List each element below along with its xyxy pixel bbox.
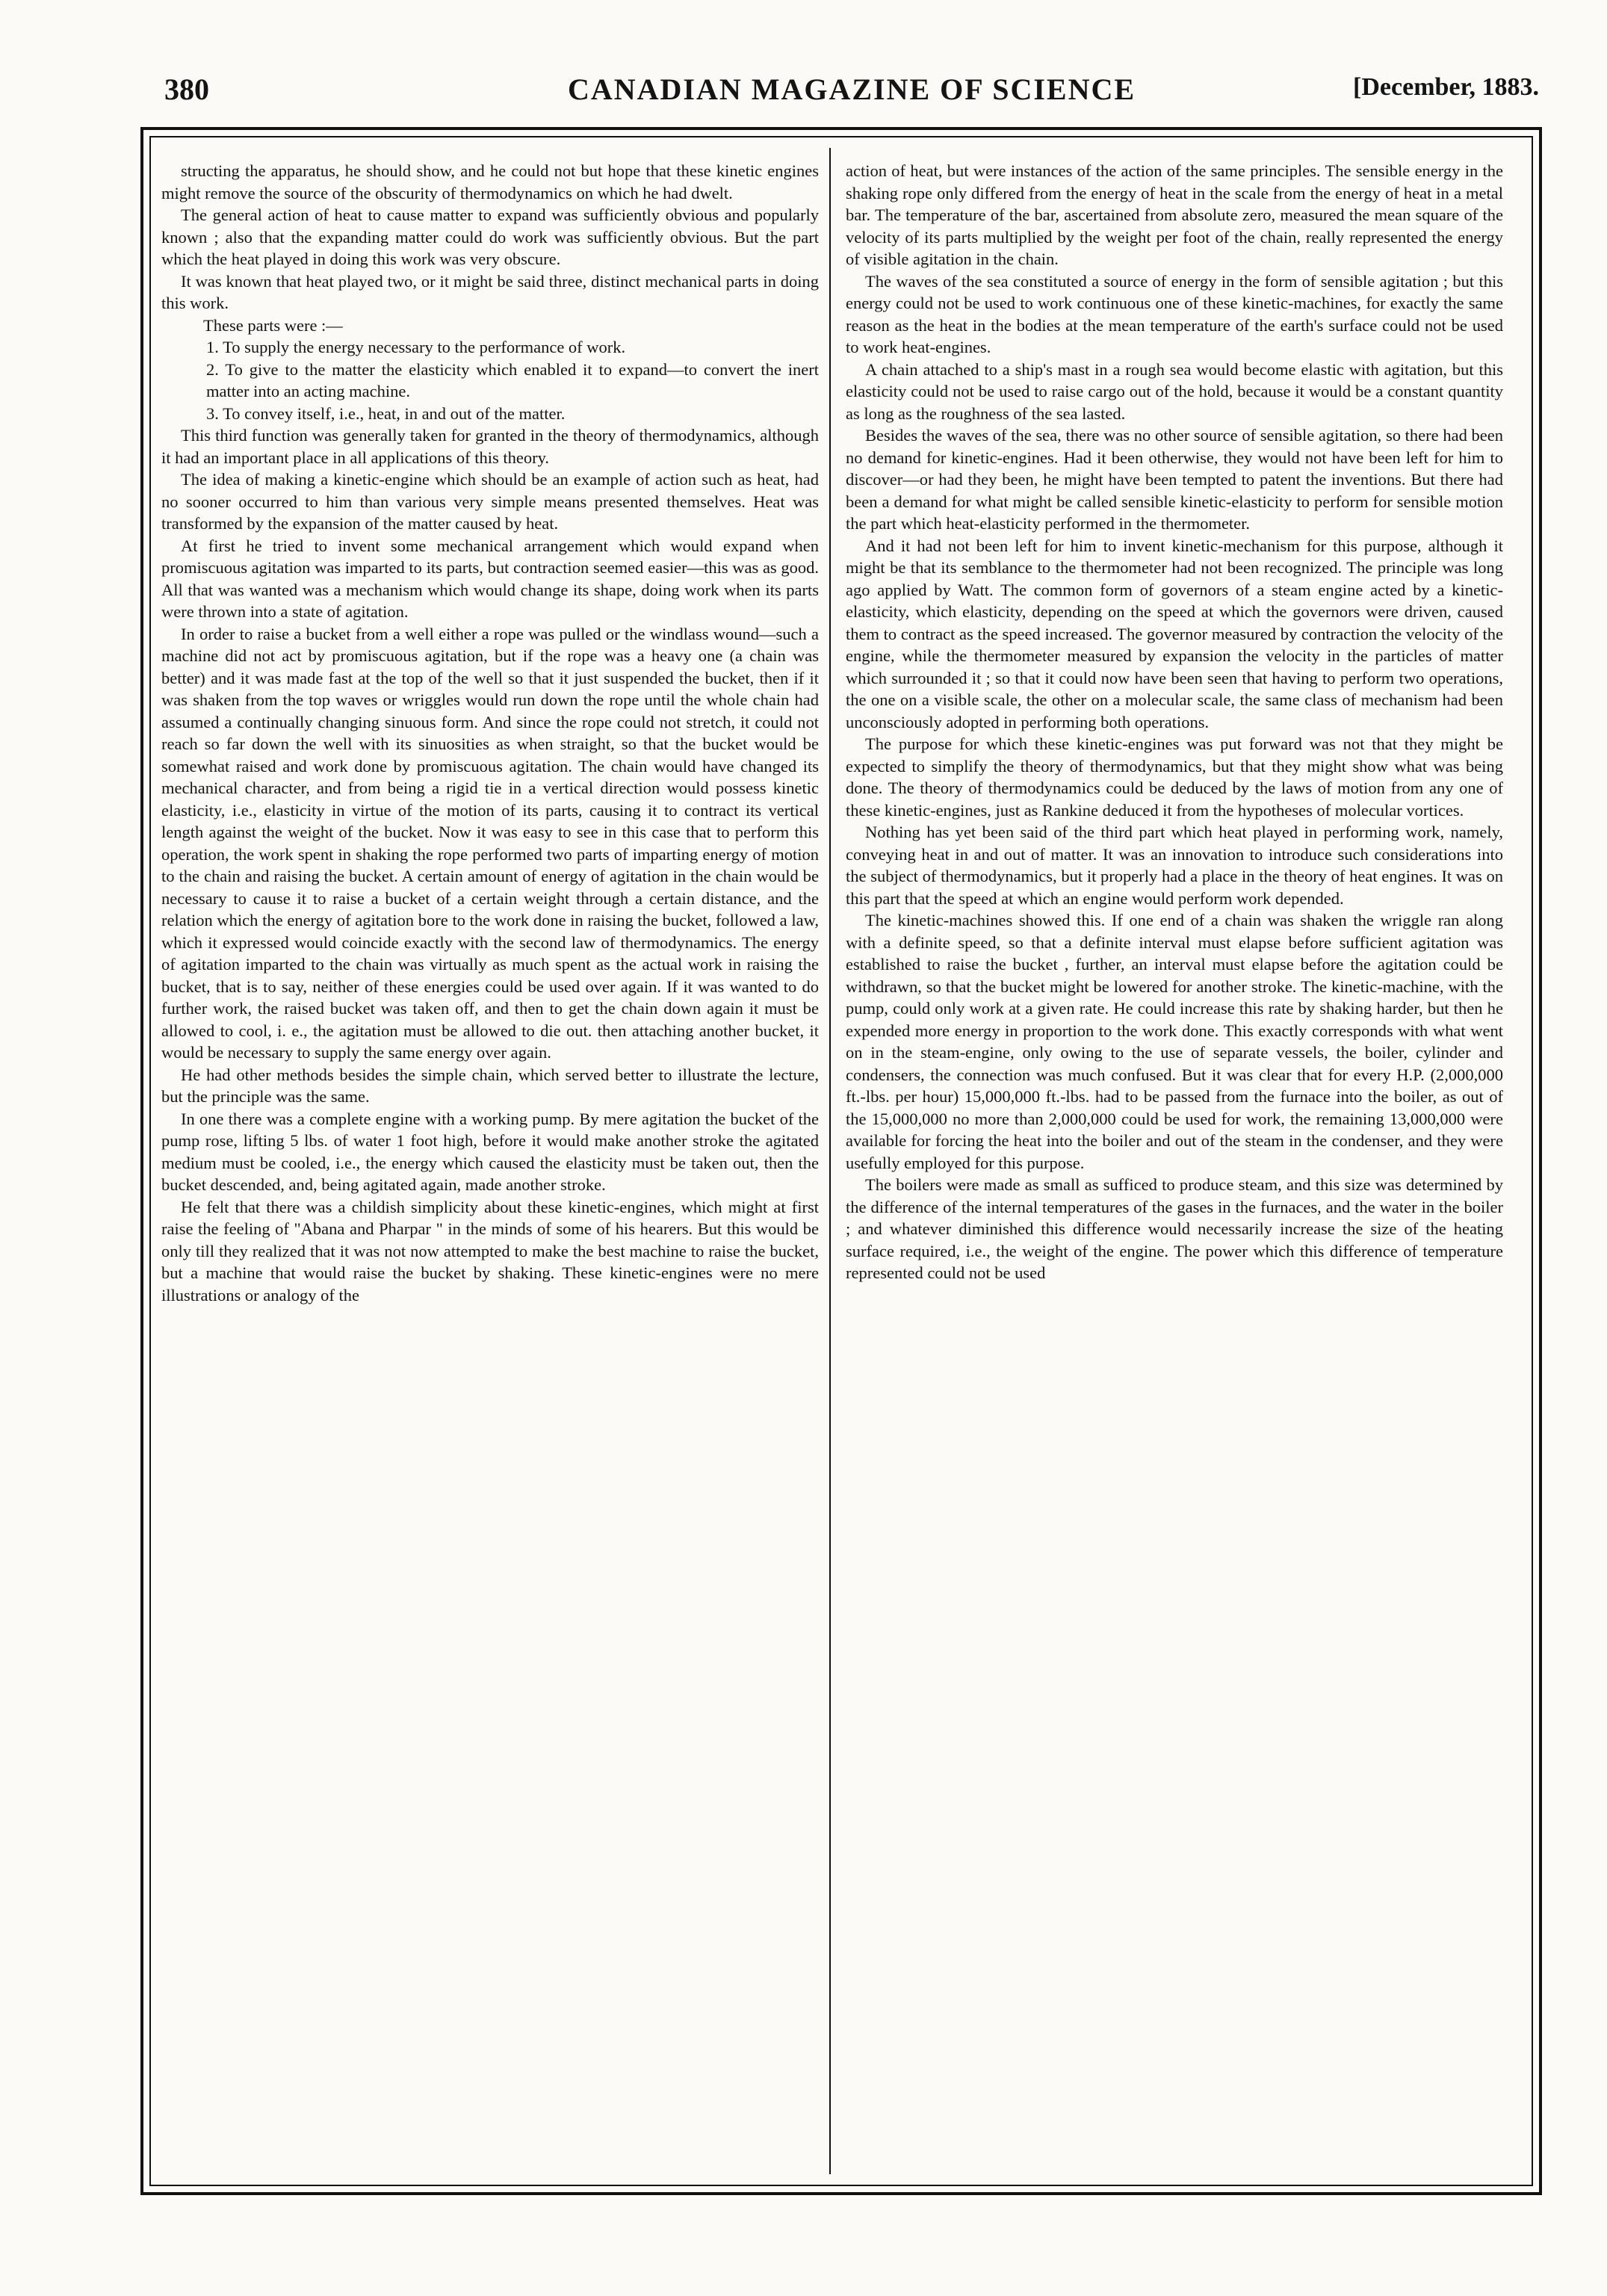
paragraph: A chain attached to a ship's mast in a rough sea would become elastic with agitation, but this elasticity could not be used to raise cargo out of the hold, because it would be a constant quantity as long as the roughness of the sea lasted. <box>846 359 1503 423</box>
page-header <box>164 72 1539 117</box>
paragraph: The idea of making a kinetic-engine which should be an example of action such as heat, had no sooner occurred to him than various very simple means presented themselves. Heat was transformed by the expansion of the matter caused by heat. <box>161 470 819 533</box>
issue-date: [December, 1883. <box>1353 73 1539 101</box>
right-column <box>846 160 1503 1284</box>
paragraph: The boilers were made as small as sufficed to produce steam, and this size was determined by the difference of the internal temperatures of the gases in the furnaces, and the water in the boiler ; and whatever diminished this difference would necessarily increase the size of the heating surface required, i.e., the weight of the engine. The power which this difference of temperature represented could not be used <box>846 1175 1503 1282</box>
paragraph: The general action of heat to cause matter to expand was sufficiently obvious and popularly known ; also that the expanding matter could do work was sufficiently obvious. But the part which the heat played in doing this work was very obscure. <box>161 205 819 268</box>
paragraph: The waves of the sea constituted a source of energy in the form of sensible agitation ; but this energy could not be used to work continuous one of these kinetic-machines, for exactly the same reason as the heat in the bodies at the mean temperature of the earth's surface could not be used to work heat-engines. <box>846 271 1503 356</box>
column-divider <box>829 148 831 2174</box>
paragraph: The kinetic-machines showed this. If one end of a chain was shaken the wriggle ran along with a definite speed, so that a definite interval must elapse before sufficient agitation was established to raise the bucket , further, an interval must elapse before the agitation could be withdrawn, so that the bucket might be lowered for another stroke. The kinetic-machine, with the pump, could only work at a given rate. He could increase this rate by shaking harder, but then he expended more energy in proportion to the work done. This exactly corresponds with what went on in the steam-engine, only owing to the use of separate vessels, the boiler, cylinder and condensers, the connection was much confused. But it was clear that for every H.P. (2,000,000 ft.-lbs. per hour) 15,000,000 ft.-lbs. had to be passed from the furnace into the boiler, as out of the 15,000,000 no more than 2,000,000 could be used for work, the remaining 13,000,000 were available for forcing the heat into the boiler and out of the steam in the condenser, and they were usefully employed for this purpose. <box>846 911 1503 1172</box>
paragraph: He had other methods besides the simple chain, which served better to illustrate the lecture, but the principle was the same. <box>161 1065 819 1106</box>
page-frame <box>140 127 1542 2195</box>
paragraph: Besides the waves of the sea, there was no other source of sensible agitation, so there had been no demand for kinetic-engines. Had it been otherwise, they would not have been left for him to discover—or had they been, he might have been tempted to patent the inventions. But there had been a demand for what might be called sensible kinetic-elasticity to perform for sensible motion the part which heat-elasticity performed in the thermometer. <box>846 426 1503 533</box>
paragraph: He felt that there was a childish simplicity about these kinetic-engines, which might at first raise the feeling of "Abana and Pharpar " in the minds of some of his hearers. But this would be only till they realized that it was not now attempted to make the best machine to raise the bucket, but a machine that would raise the bucket by shaking. These kinetic-engines were no mere illustrations or analogy of the <box>161 1197 819 1305</box>
paragraph: These parts were :— <box>203 315 343 335</box>
page-number: 380 <box>164 72 209 106</box>
left-column <box>161 160 819 1306</box>
list-item: 3. To convey itself, i.e., heat, in and out of the matter. <box>206 403 566 423</box>
paragraph: In one there was a complete engine with a working pump. By mere agitation the bucket of the pump rose, lifting 5 lbs. of water 1 foot high, before it would make another stroke the agitated medium must be cooled, i.e., the energy which caused the elasticity must be taken out, then the bucket descended, and, being agitated again, made another stroke. <box>161 1109 819 1194</box>
paragraph: In order to raise a bucket from a well either a rope was pulled or the windlass wound—such a machine did not act by promiscuous agitation, but if the rope was a heavy one (a chain was better) and it was made fast at the top of the well so that it just suspended the bucket, then if it was shaken from the top waves or wriggles would run down the rope until the whole chain had assumed a continually changing sinuous form. And since the rope could not stretch, it could not reach so far down the well with its sinuosities as when straight, so that the bucket would be somewhat raised and work done by promiscuous agitation. The chain would have changed its mechanical character, and from being a rigid tie in a vertical direction would possess kinetic elasticity, i.e., elasticity in virtue of the motion of its parts, causing it to contract its vertical length against the weight of the bucket. Now it was easy to see in this case that to perform this operation, the work spent in shaking the rope performed two parts of imparting energy of motion to the chain and raising the bucket. A certain amount of energy of agitation in the chain would be necessary to cause it to raise a bucket of a certain weight through a certain distance, and the relation which the energy of agitation bore to the work done in raising the bucket, followed a law, which it expressed would coincide exactly with the second law of thermodynamics. The energy of agitation imparted to the chain was virtually as much spent as the actual work in raising the bucket, that is to say, neither of these energies could be used over again. If it was wanted to do further work, the raised bucket was taken off, and then to get the chain down again it must be allowed to cool, i. e., the agitation must be allowed to die out. then attaching another bucket, it would be necessary to supply the same energy over again. <box>161 624 819 1062</box>
paragraph: At first he tried to invent some mechanical arrangement which would expand when promiscuous agitation was imparted to its parts, but contraction seemed easier—this was as good. All that was wanted was a mechanism which would change its shape, doing work when its parts were thrown into a state of agitation. <box>161 536 819 621</box>
list-item: 2. To give to the matter the elasticity which enabled it to expand—to convert the inert matter into an acting machine. <box>206 359 819 400</box>
paragraph: This third function was generally taken for granted in the theory of thermodynamics, although it had an important place in all applications of this theory. <box>161 426 819 467</box>
paragraph: action of heat, but were instances of the action of the same principles. The sensible energy in the shaking rope only differed from the energy of heat in the scale from the energy of heat in a metal bar. The temperature of the bar, ascertained from absolute zero, measured the mean square of the velocity of its parts multiplied by the weight per foot of the chain, really represented the energy of visible agitation in the chain. <box>846 161 1503 268</box>
paragraph: And it had not been left for him to invent kinetic-mechanism for this purpose, although it might be that its semblance to the thermometer had not been recognized. The principle was long ago applied by Watt. The common form of governors of a steam engine acted by a kinetic-elasticity, which elasticity, depending on the speed at which the governors were driven, caused them to contract as the speed increased. The governor measured by contraction the velocity of the engine, while the thermometer measured by expansion the velocity in the particles of matter which surrounded it ; so that it could now have been seen that having to perform two operations, the one on a visible scale, the other on a molecular scale, the same class of mechanism had been unconsciously adopted in performing both operations. <box>846 536 1503 731</box>
paragraph: The purpose for which these kinetic-engines was put forward was not that they might be expected to simplify the theory of thermodynamics, but that they might show what was being done. The theory of thermodynamics could be deduced by the laws of motion from any one of these kinetic-engines, just as Rankine deduced it from the hypotheses of molecular vortices. <box>846 734 1503 820</box>
list-item: 1. To supply the energy necessary to the performance of work. <box>206 338 626 356</box>
paragraph: structing the apparatus, he should show, and he could not but hope that these kinetic engines might remove the source of the obscurity of thermodynamics on which he had dwelt. <box>161 161 819 202</box>
magazine-title: CANADIAN MAGAZINE OF SCIENCE <box>567 72 1136 106</box>
paragraph: Nothing has yet been said of the third part which heat played in performing work, namely, conveying heat in and out of matter. It was an innovation to introduce such considerations into the subject of thermodynamics, but it properly had a place in the theory of heat engines. It was on this part that the speed at which an engine would perform work depended. <box>846 823 1503 908</box>
paragraph: It was known that heat played two, or it might be said three, distinct mechanical parts in doing this work. <box>161 271 819 312</box>
